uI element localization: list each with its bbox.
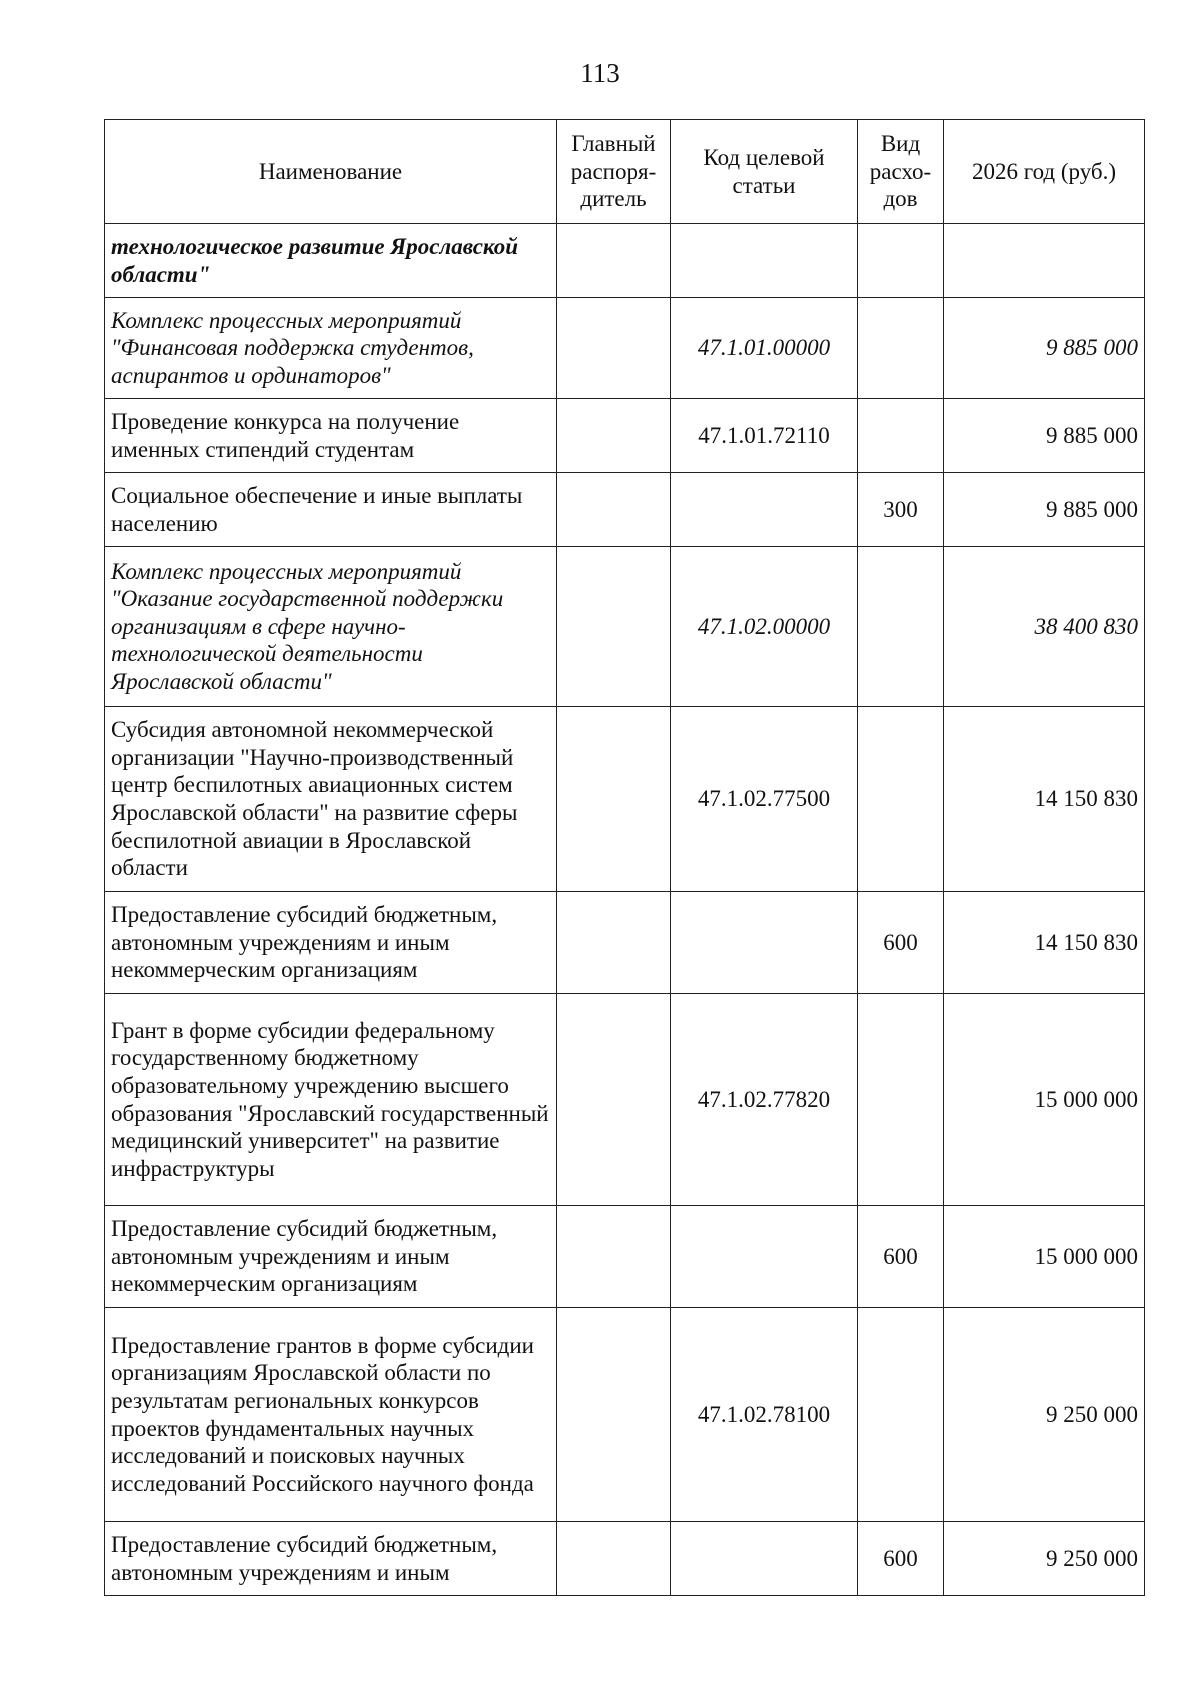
row-code-cell: [671, 892, 858, 994]
row-manager-cell: [557, 399, 671, 473]
header-name: Наименование: [105, 120, 557, 224]
row-expense-type-cell: [858, 994, 944, 1206]
row-amount-cell: 14 150 830: [944, 892, 1145, 994]
row-amount-cell: 15 000 000: [944, 1206, 1145, 1308]
row-manager-cell: [557, 892, 671, 994]
header-expense-type: Вид расхо-дов: [858, 120, 944, 224]
budget-table: [104, 119, 1145, 1596]
row-manager-cell: [557, 994, 671, 1206]
row-manager-cell: [557, 1522, 671, 1596]
table-row: [105, 473, 1145, 547]
row-expense-type-cell: [858, 399, 944, 473]
header-main-manager: Главный распоря-дитель: [557, 120, 671, 224]
table-row: [105, 224, 1145, 298]
row-code-cell: [671, 1206, 858, 1308]
row-expense-type-cell: 300: [858, 473, 944, 547]
row-manager-cell: [557, 298, 671, 399]
row-expense-type-cell: [858, 224, 944, 298]
row-amount-cell: 9 885 000: [944, 399, 1145, 473]
row-name-cell: Проведение конкурса на получение именных стипендий студентам: [105, 399, 557, 473]
row-expense-type-cell: 600: [858, 1522, 944, 1596]
row-expense-type-cell: 600: [858, 1206, 944, 1308]
row-amount-cell: [944, 224, 1145, 298]
table-row: [105, 399, 1145, 473]
row-name-cell: Субсидия автономной некоммерческой организации "Научно-производственный центр беспилотных авиационных систем Ярославской области" на развитие сферы беспилотной авиации в Ярославской области: [105, 707, 557, 892]
row-code-cell: 47.1.02.77500: [671, 707, 858, 892]
table-body: [105, 224, 1145, 1596]
row-amount-cell: 9 250 000: [944, 1308, 1145, 1522]
row-amount-cell: 9 885 000: [944, 473, 1145, 547]
row-amount-cell: 15 000 000: [944, 994, 1145, 1206]
row-name-cell: Предоставление субсидий бюджетным, автономным учреждениям и иным некоммерческим организациям: [105, 892, 557, 994]
row-code-cell: [671, 224, 858, 298]
row-manager-cell: [557, 473, 671, 547]
row-name-cell: Предоставление грантов в форме субсидии организациям Ярославской области по результатам региональных конкурсов проектов фундаментальных научных исследований и поисковых научных исследований Российского научного фонда: [105, 1308, 557, 1522]
row-amount-cell: 38 400 830: [944, 547, 1145, 707]
table-row: [105, 892, 1145, 994]
table-row: [105, 1206, 1145, 1308]
row-code-cell: 47.1.02.77820: [671, 994, 858, 1206]
row-expense-type-cell: [858, 707, 944, 892]
table-row: [105, 547, 1145, 707]
table-row: [105, 994, 1145, 1206]
header-target-code: Код целевой статьи: [671, 120, 858, 224]
row-name-cell: Комплекс процессных мероприятий "Оказание государственной поддержки организациям в сфере научно-технологической деятельности Ярославской области": [105, 547, 557, 707]
row-manager-cell: [557, 1206, 671, 1308]
row-manager-cell: [557, 707, 671, 892]
row-name-cell: Предоставление субсидий бюджетным, автономным учреждениям и иным некоммерческим организациям: [105, 1206, 557, 1308]
row-expense-type-cell: 600: [858, 892, 944, 994]
table-row: [105, 707, 1145, 892]
row-expense-type-cell: [858, 1308, 944, 1522]
row-name-cell: Социальное обеспечение и иные выплаты населению: [105, 473, 557, 547]
row-expense-type-cell: [858, 298, 944, 399]
table-row: [105, 298, 1145, 399]
row-amount-cell: 9 250 000: [944, 1522, 1145, 1596]
row-name-cell: Грант в форме субсидии федеральному государственному бюджетному образовательному учреждению высшего образования "Ярославский государственный медицинский университет" на развитие инфраструктуры: [105, 994, 557, 1206]
row-manager-cell: [557, 547, 671, 707]
row-code-cell: [671, 1522, 858, 1596]
page-number: 113: [580, 58, 620, 88]
row-code-cell: 47.1.01.72110: [671, 399, 858, 473]
row-amount-cell: 9 885 000: [944, 298, 1145, 399]
row-expense-type-cell: [858, 547, 944, 707]
row-code-cell: 47.1.01.00000: [671, 298, 858, 399]
table-header-row: [105, 120, 1145, 224]
table-row: [105, 1522, 1145, 1596]
row-name-cell: Комплекс процессных мероприятий "Финансовая поддержка студентов, аспирантов и ординаторов": [105, 298, 557, 399]
row-code-cell: 47.1.02.00000: [671, 547, 858, 707]
row-manager-cell: [557, 224, 671, 298]
row-code-cell: 47.1.02.78100: [671, 1308, 858, 1522]
row-amount-cell: 14 150 830: [944, 707, 1145, 892]
row-code-cell: [671, 473, 858, 547]
row-name-cell: Предоставление субсидий бюджетным, автономным учреждениям и иным: [105, 1522, 557, 1596]
header-year: 2026 год (руб.): [944, 120, 1145, 224]
table-row: [105, 1308, 1145, 1522]
row-manager-cell: [557, 1308, 671, 1522]
row-name-cell: технологическое развитие Ярославской области": [105, 224, 557, 298]
